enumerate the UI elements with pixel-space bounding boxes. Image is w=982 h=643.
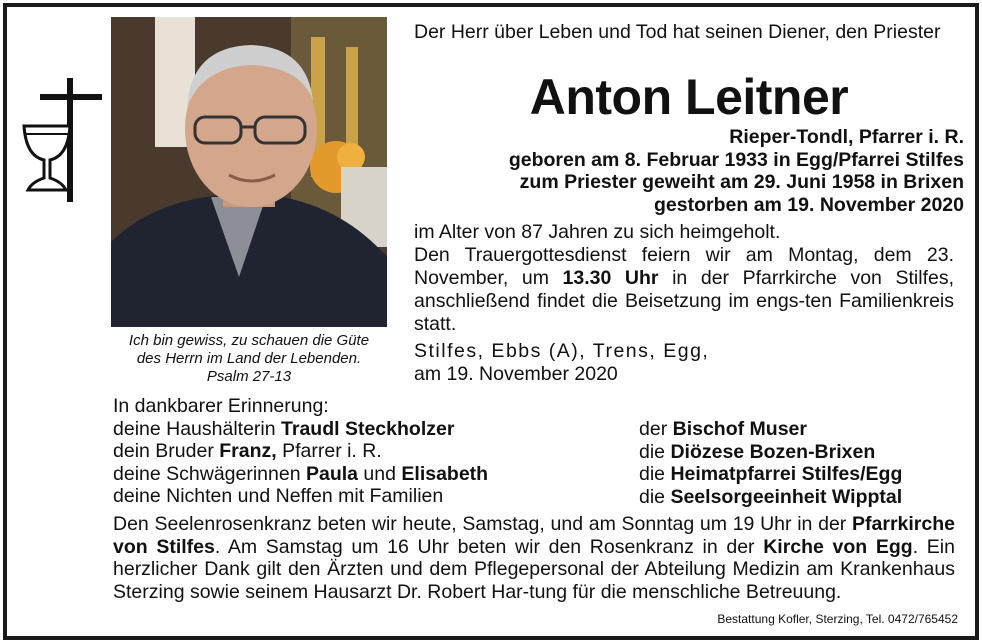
mourners-right	[639, 418, 959, 508]
life-facts	[414, 126, 964, 216]
mourner-line: deine Nichten und Neffen mit Familien	[113, 485, 444, 507]
fact-line: Rieper-Tondl, Pfarrer i. R.	[729, 126, 964, 148]
places-line: Stilfes, Ebbs (A), Trens, Egg,	[414, 340, 710, 362]
mass-time: 13.30 Uhr	[562, 267, 659, 289]
gratitude-heading: In dankbarer Erinnerung:	[113, 395, 329, 417]
mourner-line: deine Haushälterin Traudl Steckholzer	[113, 417, 455, 440]
church-stilfes: Pfarrkirche von Stilfes	[113, 513, 955, 558]
mass-paragraph: Den Trauergottesdienst feiern wir am Montag, dem 23. November, um 13.30 Uhr in der Pfarrkirche von Stilfes, anschließend findet die Beisetzung im engs-ten Familienkreis statt.	[414, 244, 954, 335]
date-line: am 19. November 2020	[414, 363, 618, 385]
fact-line: gestorben am 19. November 2020	[654, 193, 964, 216]
intro-text: Der Herr über Leben und Tod hat seinen Diener, den Priester	[414, 21, 941, 43]
mourner-line: die Heimatpfarrei Stilfes/Egg	[639, 463, 903, 485]
caption-line: Ich bin gewiss, zu schauen die Güte	[128, 332, 370, 349]
cross-chalice-icon	[22, 78, 104, 208]
psalm-caption	[104, 332, 394, 386]
mourner-line: die Diözese Bozen-Brixen	[639, 440, 876, 463]
mourner-line: dein Bruder Franz, Pfarrer i. R.	[113, 440, 382, 462]
caption-reference: Psalm 27-13	[206, 368, 292, 385]
mourner-line: der Bischof Muser	[639, 418, 807, 440]
portrait-photo	[111, 17, 387, 327]
age-line: im Alter von 87 Jahren zu sich heimgeholt.	[414, 221, 781, 243]
fact-line: zum Priester geweiht am 29. Juni 1958 in Brixen	[519, 171, 964, 193]
deceased-name: Anton Leitner	[529, 69, 849, 125]
mourner-line: die Seelsorgeeinheit Wipptal	[639, 485, 903, 508]
rosary-thanks-paragraph: Den Seelenrosenkranz beten wir heute, Samstag, und am Sonntag um 19 Uhr in der Pfarrkirche von Stilfes. Am Samstag um 16 Uhr beten wir den Rosenkranz in der Kirche von Egg. Ein herzlicher Dank gilt den Ärzten und dem Pflegepersonal der Abteilung Medizin am Krankenhaus Sterzing sowie seinem Hausarzt Dr. Robert Har-tung für die menschliche Betreuung.	[113, 513, 955, 603]
mourners-left	[113, 395, 643, 508]
church-egg: Kirche von Egg	[763, 535, 913, 558]
place-date	[414, 340, 954, 386]
funeral-text	[414, 221, 954, 336]
fact-line: geboren am 8. Februar 1933 in Egg/Pfarrei Stilfes	[508, 148, 964, 171]
funeral-home-credit: Bestattung Kofler, Sterzing, Tel. 0472/765452	[717, 612, 958, 626]
mourner-line: deine Schwägerinnen Paula und Elisabeth	[113, 462, 489, 485]
caption-line: des Herrn im Land der Lebenden.	[136, 350, 362, 367]
